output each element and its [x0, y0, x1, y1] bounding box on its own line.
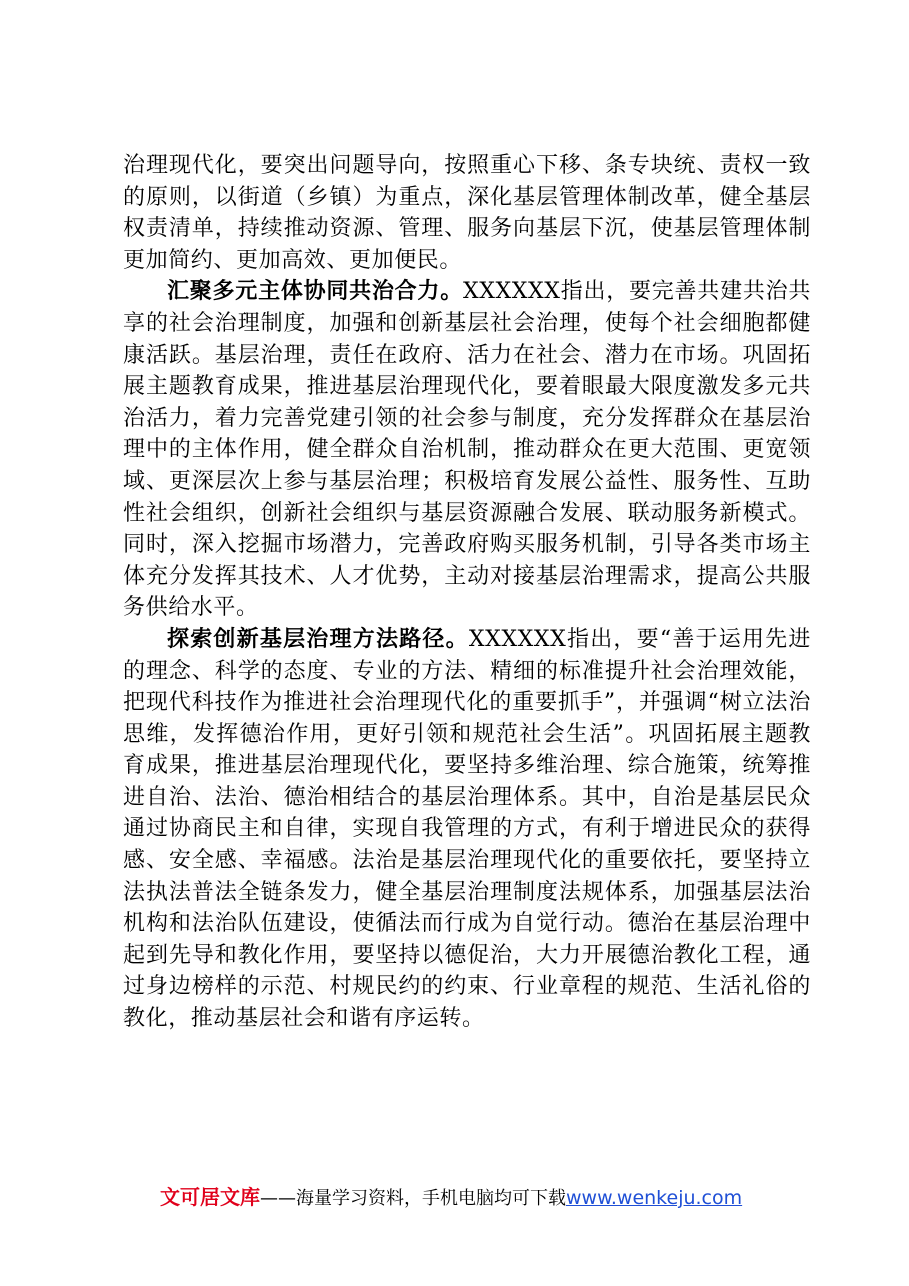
paragraph-3	[123, 624, 811, 1035]
footer-brand: 文可居文库	[160, 1185, 260, 1209]
footer-link[interactable]: www.wenkeju.com	[566, 1187, 743, 1209]
paragraph-3-lead: 探索创新基层治理方法路径。	[167, 626, 469, 652]
document-body	[123, 150, 811, 1035]
paragraph-1: 治理现代化，要突出问题导向，按照重心下移、条专块统、责权一致的原则，以街道（乡镇）为重点，深化基层管理体制改革，健全基层权责清单，持续推动资源、管理、服务向基层下沉，使基层管理体制更加简约、更加高效、更加便民。	[123, 153, 811, 273]
footer-banner	[160, 1181, 742, 1210]
paragraph-2-body: XXXXXX指出，要完善共建共治共享的社会治理制度，加强和创新基层社会治理，使每个社会细胞都健康活跃。基层治理，责任在政府、活力在社会、潜力在市场。巩固拓展主题教育成果，推进基层治理现代化，要着眼最大限度激发多元共治活力，着力完善党建引领的社会参与制度，充分发挥群众在基层治理中的主体作用，健全群众自治机制，推动群众在更大范围、更宽领域、更深层次上参与基层治理；积极培育发展公益性、服务性、互助性社会组织，创新社会组织与基层资源融合发展、联动服务新模式。同时，深入挖掘市场潜力，完善政府购买服务机制，引导各类市场主体充分发挥其技术、人才优势，主动对接基层治理需求，提高公共服务供给水平。	[123, 279, 811, 621]
paragraph-2	[123, 276, 811, 624]
footer-slogan: ——海量学习资料，手机电脑均可下载	[260, 1188, 566, 1209]
paragraph-2-lead: 汇聚多元主体协同共治合力。	[167, 279, 463, 305]
paragraph-3-body: XXXXXX指出，要“善于运用先进的理念、科学的态度、专业的方法、精细的标准提升社会治理效能，把现代科技作为推进社会治理现代化的重要抓手”，并强调“树立法治思维，发挥德治作用，更好引领和规范社会生活”。巩固拓展主题教育成果，推进基层治理现代化，要坚持多维治理、综合施策，统筹推进自治、法治、德治相结合的基层治理体系。其中，自治是基层民众通过协商民主和自律，实现自我管理的方式，有利于增进民众的获得感、安全感、幸福感。法治是基层治理现代化的重要依托，要坚持立法执法普法全链条发力，健全基层治理制度法规体系，加强基层法治机构和法治队伍建设，使循法而行成为自觉行动。德治在基层治理中起到先导和教化作用，要坚持以德促治，大力开展德治教化工程，通过身边榜样的示范、村规民约的约束、行业章程的规范、生活礼俗的教化，推动基层社会和谐有序运转。	[123, 626, 812, 1032]
